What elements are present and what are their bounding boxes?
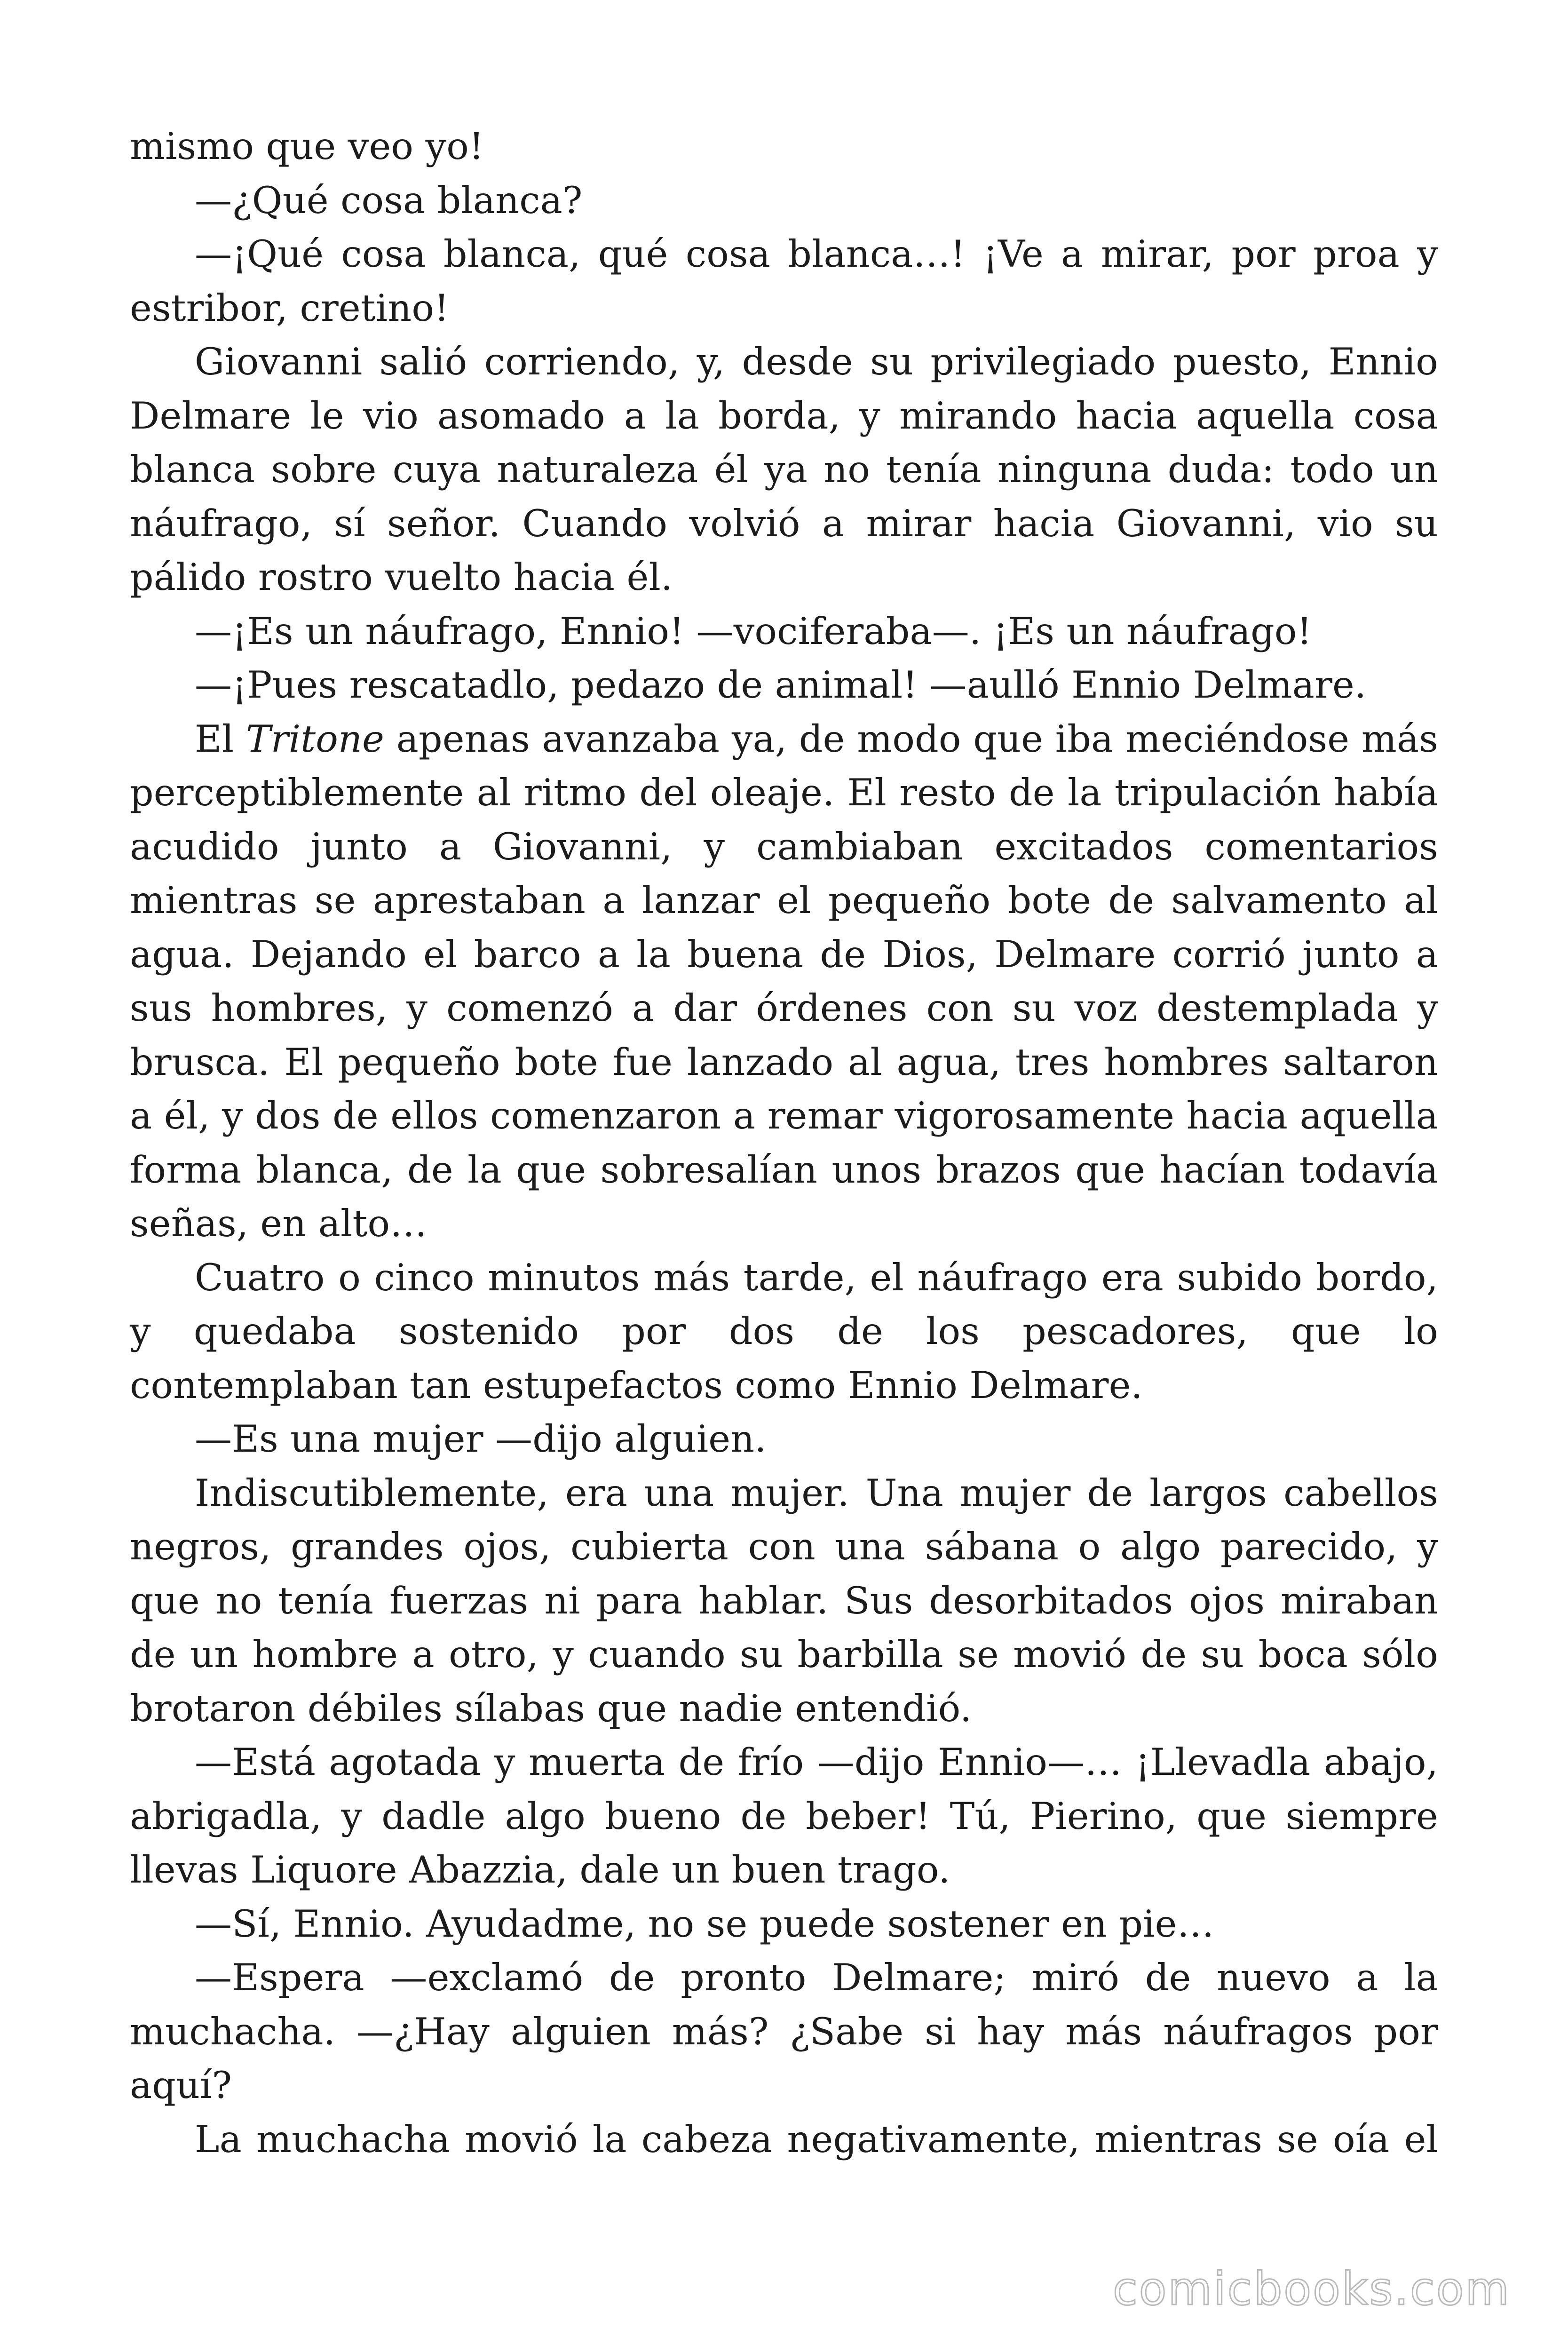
paragraph: —¡Pues rescatadlo, pedazo de animal! —aulló Ennio Delmare.: [195, 663, 1367, 707]
paragraph: [130, 712, 1438, 1251]
paragraph: —Sí, Ennio. Ayudadme, no se puede sostener en pie…: [195, 1902, 1214, 1946]
paragraph: —¡Es un náufrago, Ennio! —vociferaba—. ¡Es un náufrago!: [195, 609, 1312, 653]
ship-name: Tritone: [245, 717, 385, 761]
watermark: comicbooks.com: [1112, 2263, 1511, 2315]
paragraph-text: apenas avanzaba ya, de modo que iba meciéndose más perceptiblemente al ritmo del oleaje. El resto de la tripulación había acudido junto a Giovanni, y cambiaban excitados comentarios mientras se aprestaban a lanzar el pequeño bote de salvamento al agua. Dejando el barco a la buena de Dios, Delmare corrió junto a sus hombres, y comenzó a dar órdenes con su voz destemplada y brusca. El pequeño bote fue lanzado al agua, tres hombres saltaron a él, y dos de ellos comenzaron a remar vigorosamente hacia aquella forma blanca, de la que sobresalían unos brazos que hacían todavía señas, en alto…: [130, 717, 1438, 1245]
paragraph: —¿Qué cosa blanca?: [195, 178, 583, 222]
paragraph: mismo que veo yo!: [130, 125, 484, 168]
paragraph: La muchacha movió la cabeza negativamente, mientras se oía el: [195, 2117, 1438, 2161]
paragraph: —Es una mujer —dijo alguien.: [195, 1417, 767, 1461]
book-page-text: [130, 119, 1438, 2166]
paragraph: Indiscutiblemente, era una mujer. Una mujer de largos cabellos negros, grandes ojos, cubierta con una sábana o algo parecido, y que no tenía fuerzas ni para hablar. Sus desorbitados ojos miraban de un hombre a otro, y cuando su barbilla se movió de su boca sólo brotaron débiles sílabas que nadie entendió.: [130, 1471, 1438, 1730]
paragraph: Cuatro o cinco minutos más tarde, el náufrago era subido bordo, y quedaba sostenido por dos de los pescadores, que lo contemplaban tan estupefactos como Ennio Delmare.: [130, 1255, 1438, 1407]
paragraph: —¡Qué cosa blanca, qué cosa blanca…! ¡Ve a mirar, por proa y estribor, cretino!: [130, 232, 1438, 330]
paragraph: Giovanni salió corriendo, y, desde su privilegiado puesto, Ennio Delmare le vio asomado a la borda, y mirando hacia aquella cosa blanca sobre cuya naturaleza él ya no tenía ninguna duda: todo un náufrago, sí señor. Cuando volvió a mirar hacia Giovanni, vio su pálido rostro vuelto hacia él.: [130, 340, 1438, 599]
paragraph: —Está agotada y muerta de frío —dijo Ennio—… ¡Llevadla abajo, abrigadla, y dadle algo bueno de beber! Tú, Pierino, que siempre llevas Liquore Abazzia, dale un buen trago.: [130, 1740, 1438, 1891]
paragraph: —Espera —exclamó de pronto Delmare; miró de nuevo a la muchacha. —¿Hay alguien más? ¿Sabe si hay más náufragos por aquí?: [130, 1956, 1438, 2107]
paragraph-text: El: [195, 717, 246, 761]
